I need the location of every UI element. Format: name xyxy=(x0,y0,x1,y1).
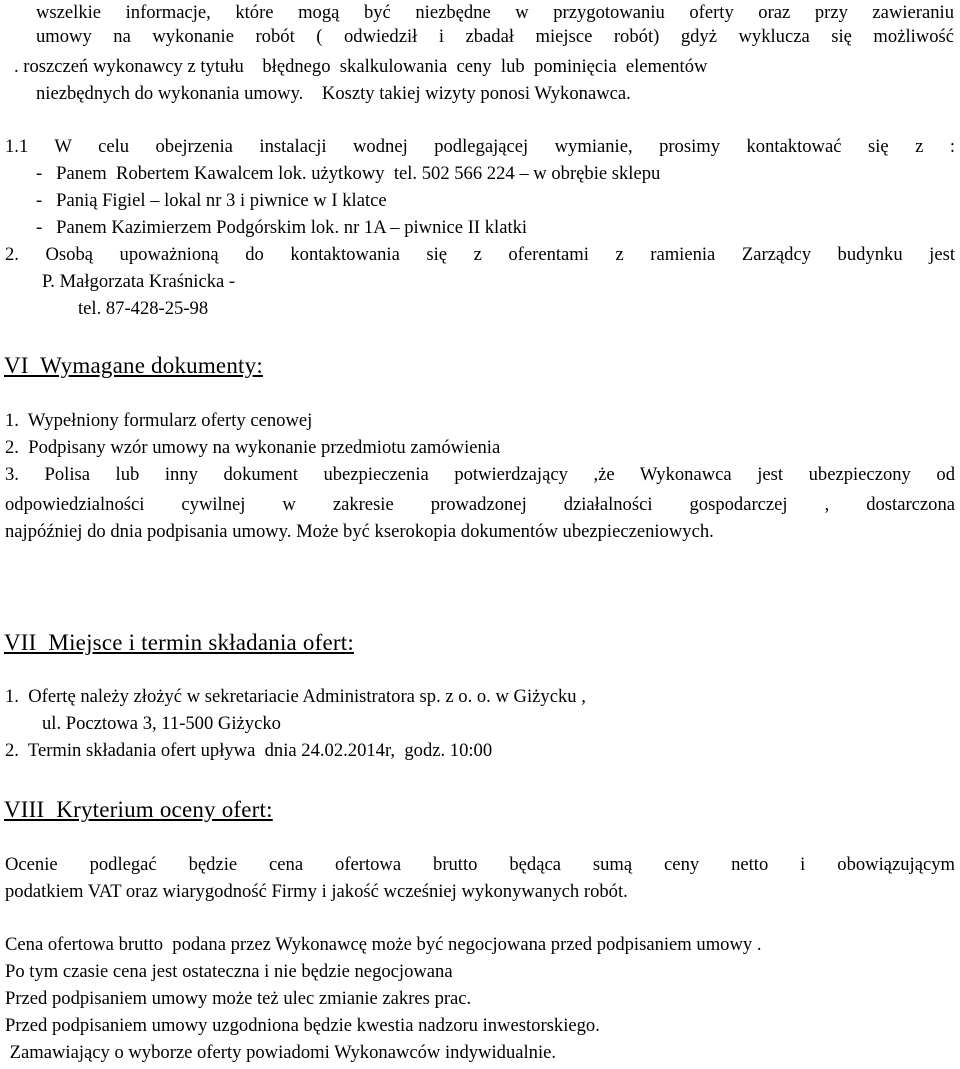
section-viii-para-2-line-2: Po tym czasie cena jest ostateczna i nie będzie negocjowana xyxy=(5,961,453,982)
contact-person-figiel: - Panią Figiel – lokal nr 3 i piwnice w I klatce xyxy=(36,190,387,211)
intro-line-1: wszelkie informacje, które mogą być niezbędne w przygotowaniu oferty oraz przy zawieraniu xyxy=(36,2,954,23)
section-viii-heading: VIII Kryterium oceny ofert: xyxy=(4,797,273,822)
section-viii-para-1-line-2: podatkiem VAT oraz wiarygodność Firmy i jakość wcześniej wykonywanych robót. xyxy=(5,881,628,902)
section-vii-heading: VII Miejsce i termin składania ofert: xyxy=(4,630,354,655)
section-vi-item-3-line-1: 3. Polisa lub inny dokument ubezpieczenia potwierdzający ,że Wykonawca jest ubezpieczony od xyxy=(5,464,955,485)
intro-line-2: umowy na wykonanie robót ( odwiedził i zbadał miejsce robót) gdyż wyklucza się możliwość xyxy=(36,26,954,47)
contacts-item-1-1: 1.1 W celu obejrzenia instalacji wodnej podlegającej wymianie, prosimy kontaktować się z : xyxy=(5,136,955,157)
section-vii-item-2: 2. Termin składania ofert upływa dnia 24.02.2014r, godz. 10:00 xyxy=(5,740,493,761)
section-vi-item-3-line-2: odpowiedzialności cywilnej w zakresie prowadzonej działalności gospodarczej , dostarczona xyxy=(5,494,955,515)
contact-person-kawalec: - Panem Robertem Kawalcem lok. użytkowy tel. 502 566 224 – w obrębie sklepu xyxy=(36,163,661,184)
contacts-authorized-phone: tel. 87-428-25-98 xyxy=(78,298,209,319)
contacts-item-2: 2. Osobą upoważnioną do kontaktowania się z oferentami z ramienia Zarządcy budynku jest xyxy=(5,244,955,265)
section-viii-para-2-line-1: Cena ofertowa brutto podana przez Wykonawcę może być negocjowana przed podpisaniem umowy . xyxy=(5,934,762,955)
section-vi-item-2: 2. Podpisany wzór umowy na wykonanie przedmiotu zamówienia xyxy=(5,437,501,458)
section-vi-heading: VI Wymagane dokumenty: xyxy=(4,353,263,378)
section-viii-para-2-line-4: Przed podpisaniem umowy uzgodniona będzie kwestia nadzoru inwestorskiego. xyxy=(5,1015,600,1036)
contacts-authorized-person: P. Małgorzata Kraśnicka - xyxy=(42,271,236,292)
section-viii-para-2-line-3: Przed podpisaniem umowy może też ulec zmianie zakres prac. xyxy=(5,988,472,1009)
section-viii-para-2-line-5: Zamawiający o wyborze oferty powiadomi Wykonawców indywidualnie. xyxy=(5,1042,557,1063)
intro-line-4: niezbędnych do wykonania umowy. Koszty takiej wizyty ponosi Wykonawca. xyxy=(36,83,631,104)
section-vi-item-1: 1. Wypełniony formularz oferty cenowej xyxy=(5,410,313,431)
section-vi-item-3-line-3: najpóźniej do dnia podpisania umowy. Może być kserokopia dokumentów ubezpieczeniowych. xyxy=(5,521,714,542)
section-viii-para-1-line-1: Ocenie podlegać będzie cena ofertowa brutto będąca sumą ceny netto i obowiązującym xyxy=(5,854,955,875)
section-vii-item-1-line-1: 1. Ofertę należy złożyć w sekretariacie Administratora sp. z o. o. w Giżycku , xyxy=(5,686,586,707)
section-vii-item-1-line-2: ul. Pocztowa 3, 11-500 Giżycko xyxy=(42,713,281,734)
intro-line-3: . roszczeń wykonawcy z tytułu błędnego skalkulowania ceny lub pominięcia elementów xyxy=(14,56,708,77)
contact-person-podgorski: - Panem Kazimierzem Podgórskim lok. nr 1A – piwnice II klatki xyxy=(36,217,528,238)
